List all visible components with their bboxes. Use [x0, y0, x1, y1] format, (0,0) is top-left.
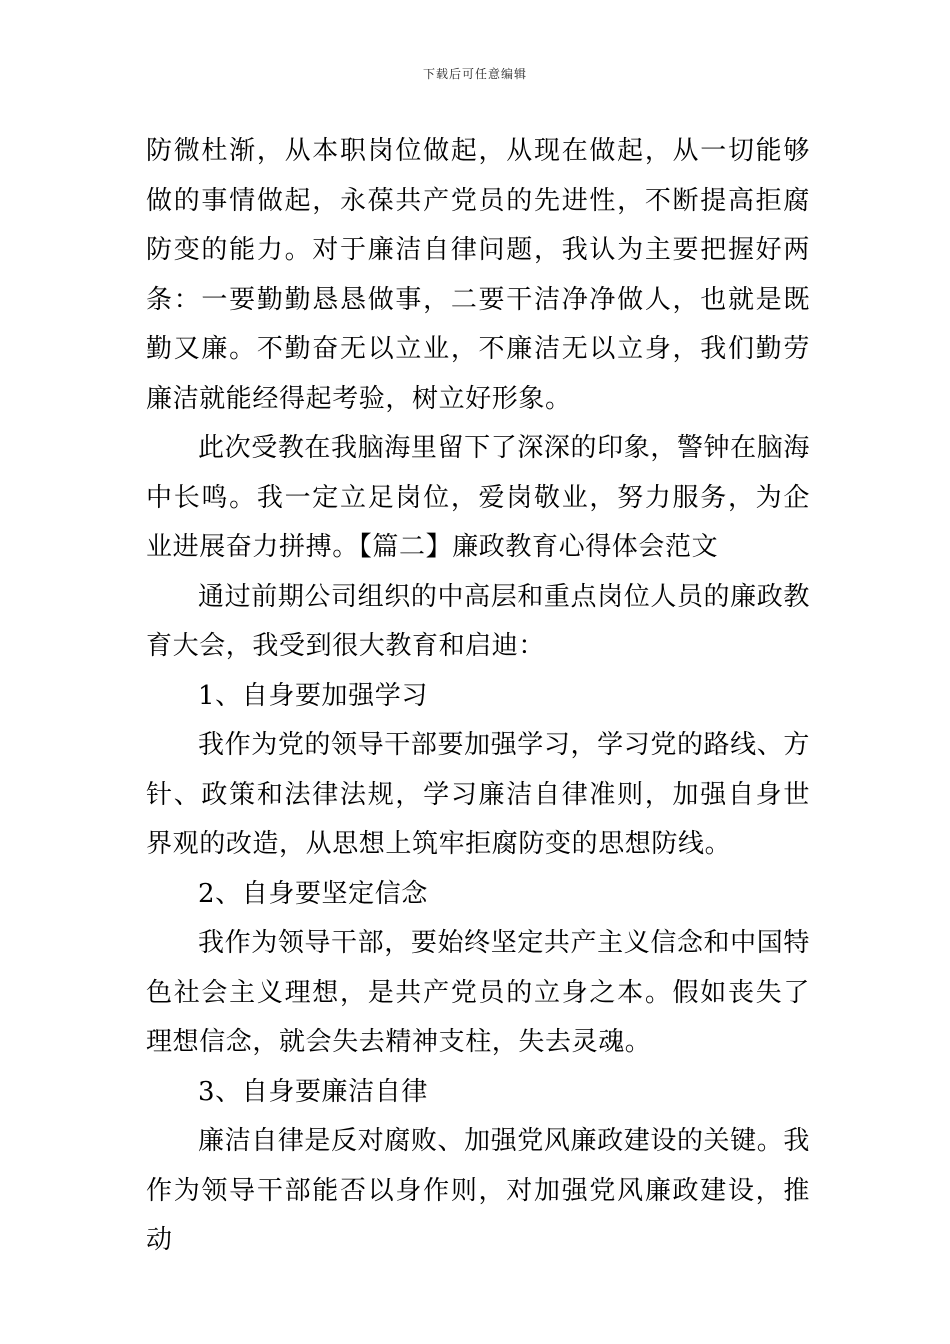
paragraph-4: 我作为党的领导干部要加强学习，学习党的路线、方针、政策和法律法规，学习廉洁自律准则，加强自身世界观的改造，从思想上筑牢拒腐防变的思想防线。 — [146, 730, 810, 859]
paragraph-2: 此次受教在我脑海里留下了深深的印象，警钟在脑海中长鸣。我一定立足岗位，爱岗敬业，努力服务，为企业进展奋力拼搏。【篇二】廉政教育心得体会范文 — [146, 433, 810, 562]
paragraph-3: 通过前期公司组织的中高层和重点岗位人员的廉政教育大会，我受到很大教育和启迪： — [146, 581, 810, 661]
paragraph-5: 我作为领导干部，要始终坚定共产主义信念和中国特色社会主义理想，是共产党员的立身之本。假如丧失了理想信念，就会失去精神支柱，失去灵魂。 — [146, 928, 810, 1057]
body-text — [146, 127, 810, 1266]
section-heading-3: 3、自身要廉洁自律 — [198, 1076, 428, 1107]
paragraph-6: 廉洁自律是反对腐败、加强党风廉政建设的关键。我作为领导干部能否以身作则，对加强党风廉政建设，推动 — [146, 1126, 810, 1255]
section-heading-1: 1、自身要加强学习 — [198, 680, 428, 711]
paragraph-1: 防微杜渐，从本职岗位做起，从现在做起，从一切能够做的事情做起，永葆共产党员的先进性，不断提高拒腐防变的能力。对于廉洁自律问题，我认为主要把握好两条：一要勤勤恳恳做事，二要干洁净净做人，也就是既勤又廉。不勤奋无以立业，不廉洁无以立身，我们勤劳廉洁就能经得起考验，树立好形象。 — [146, 136, 810, 414]
section-heading-2: 2、自身要坚定信念 — [198, 878, 428, 909]
page-header: 下载后可任意编辑 — [422, 67, 527, 81]
